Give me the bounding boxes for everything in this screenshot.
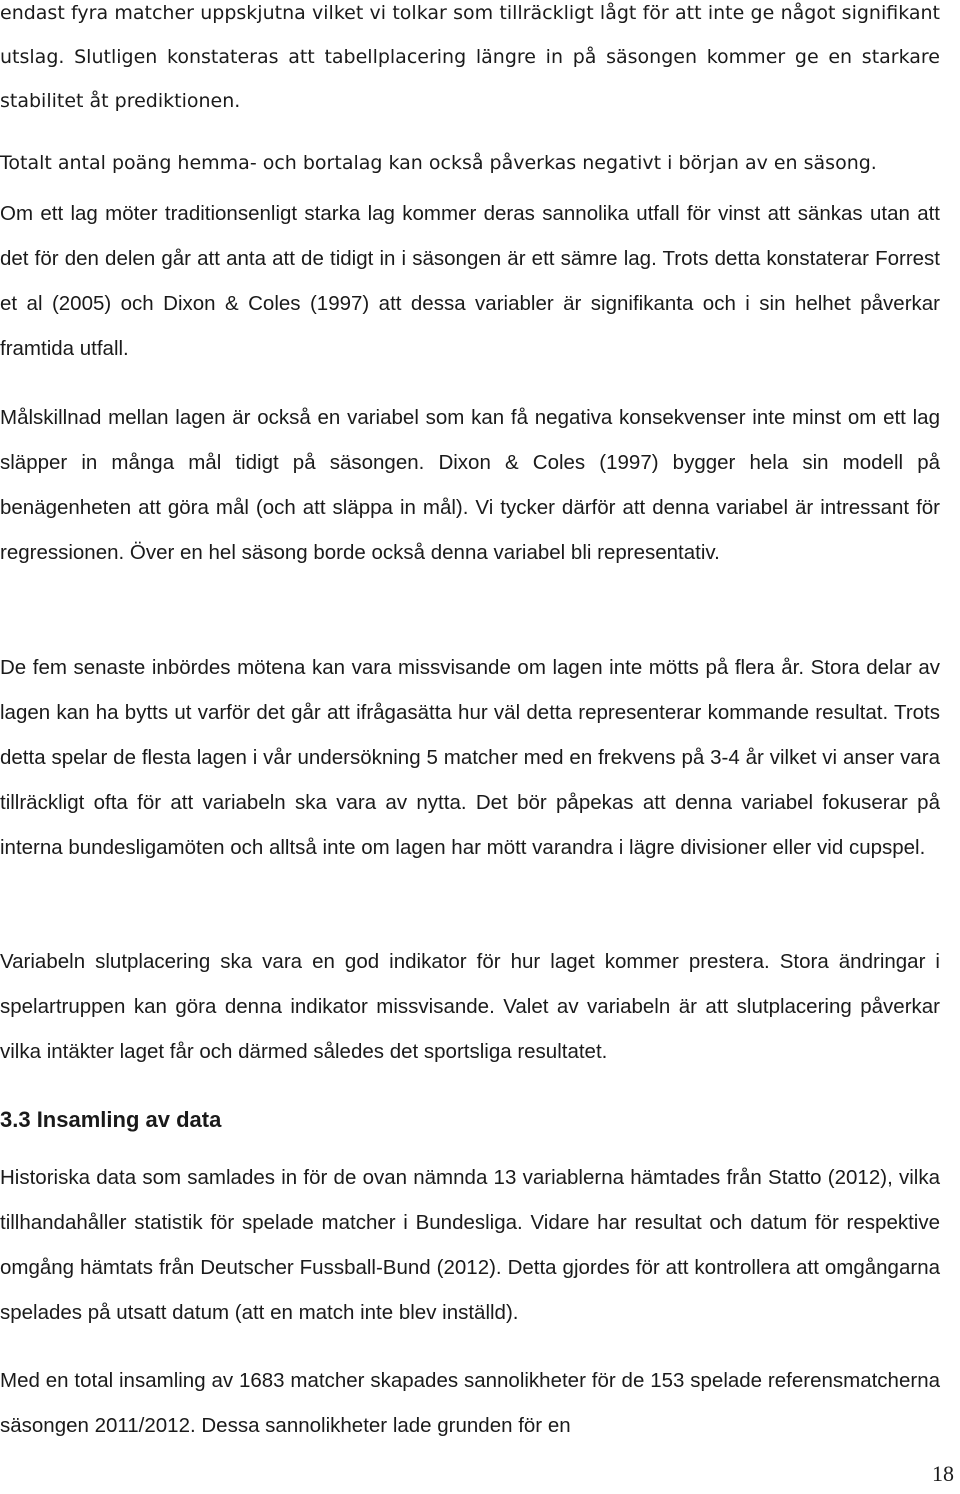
paragraph-malskillnad: Målskillnad mellan lagen är också en variabel som kan få negativa konsekvenser inte minst om ett lag släpper in många mål tidigt på säsongen. Dixon & Coles (1997) bygger hela sin modell på benägenheten att göra mål (och att släppa in mål). Vi tycker därför att denna variabel är intressant för regressionen. Över en hel säsong borde också denna variabel bli representativ.	[0, 406, 940, 564]
paragraph-med-en-total: Med en total insamling av 1683 matcher skapades sannolikheter för de 153 spelade referensmatcherna säsongen 2011/2012. Dessa sannolikheter lade grunden för en	[0, 1369, 940, 1437]
paragraph-om-ett-lag: Om ett lag möter traditionsenligt starka lag kommer deras sannolika utfall för vinst att sänkas utan att det för den delen går att anta att de tidigt in i säsongen är ett sämre lag. Trots detta konstaterar Forrest et al (2005) och Dixon & Coles (1997) att dessa variabler är signifikanta och i sin helhet påverkar framtida utfall.	[0, 202, 940, 360]
paragraph-continuation: endast fyra matcher uppskjutna vilket vi tolkar som tillräckligt lågt för att inte ge något signifikant utslag. Slutligen konstateras att tabellplacering längre in på säsongen kommer ge en starkare stabilitet åt prediktionen.	[0, 2, 940, 112]
section-heading: 3.3 Insamling av data	[0, 1107, 222, 1132]
paragraph-historiska-data: Historiska data som samlades in för de ovan nämnda 13 variablerna hämtades från Statto (2012), vilka tillhandahåller statistik för spelade matcher i Bundesliga. Vidare har resultat och datum för respektive omgång hämtats från Deutscher Fussball-Bund (2012). Detta gjordes för att kontrollera att omgångarna spelades på utsatt datum (att en match inte blev inställd).	[0, 1166, 940, 1324]
paragraph-variabeln-slutplacering: Variabeln slutplacering ska vara en god indikator för hur laget kommer prestera. Stora ändringar i spelartruppen kan göra denna indikator missvisande. Valet av variabeln är att slutplacering påverkar vilka intäkter laget får och därmed således det sportsliga resultatet.	[0, 950, 940, 1063]
paragraph-totalt-antal-poang: Totalt antal poäng hemma- och bortalag kan också påverkas negativt i början av en säsong.	[0, 152, 877, 174]
paragraph-de-fem-senaste: De fem senaste inbördes mötena kan vara missvisande om lagen inte mötts på flera år. Stora delar av lagen kan ha bytts ut varför det går att ifrågasätta hur väl detta representerar kommande resultat. Trots detta spelar de flesta lagen i vår undersökning 5 matcher med en frekvens på 3-4 år vilket vi anser vara tillräckligt ofta för att variabeln ska vara av nytta. Det bör påpekas att denna variabel fokuserar på interna bundesligamöten och alltså inte om lagen har mött varandra i lägre divisioner eller vid cupspel.	[0, 656, 940, 859]
intro-paragraphs	[0, 0, 940, 185]
page-number: 18	[932, 1461, 954, 1486]
